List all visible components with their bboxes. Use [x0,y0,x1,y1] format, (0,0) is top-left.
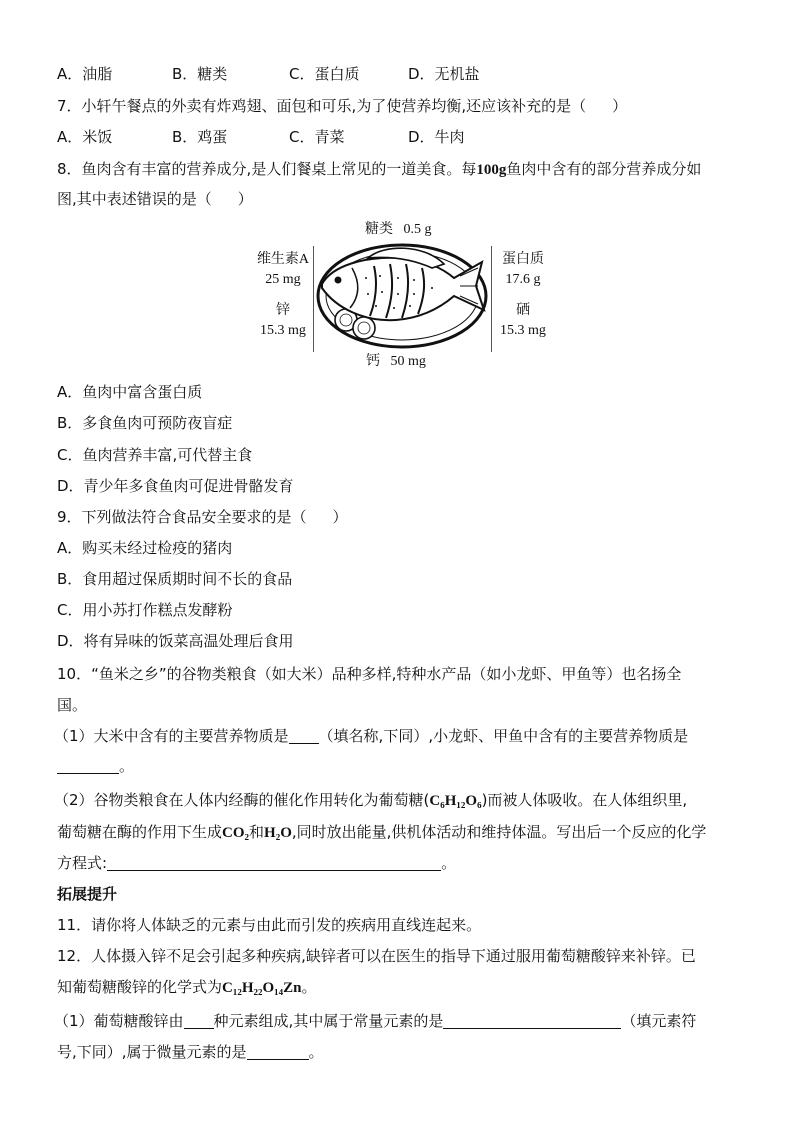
fish-illustration [314,238,494,352]
q12-blank-element-count[interactable] [184,1012,214,1029]
q9-stem [57,507,348,527]
q12-stem-text: 知葡萄糖酸锌的化学式为 [57,978,223,996]
q10-part2-text-b: )而被人体吸收。在人体组织里, [481,791,688,809]
q10-part2-text-c: 葡萄糖在酶的作用下生成 [57,823,223,841]
q9-stem-text: 9．下列做法符合食品安全要求的是（ [57,508,307,526]
q10-co2-formula: CO₂ [222,825,250,841]
q7-stem [57,96,627,116]
q10-part2-text-a: （2）谷物类粮食在人体内经酶的催化作用转化为葡萄糖( [54,791,430,809]
q9-option-d[interactable]: D．将有异味的饭菜高温处理后食用 [57,632,294,650]
q10-part2-line2 [57,822,706,843]
q6-option-a[interactable]: A．油脂 [57,65,113,83]
label-protein-value: 17.6 g [505,272,541,287]
q12-part1-line2 [57,1042,324,1062]
label-sugar [365,220,432,240]
q10-part1-line2 [57,756,134,776]
label-sugar-name: 糖类 [365,222,393,237]
label-zinc-value: 15.3 mg [260,323,306,338]
label-calcium-value: 50 mg [390,354,426,369]
q10-part2-end: 。 [441,854,457,872]
q10-part1-text-b: （填名称,下同）,小龙虾、甲鱼中含有的主要营养物质是 [318,727,689,745]
q10-part2 [54,790,687,811]
label-vitamin-a-name: 维生素A [256,252,310,267]
q12-blank-macro-elements[interactable] [443,1012,621,1029]
q10-equation-label: 方程式: [57,854,108,872]
q8-stem-text-b: 鱼肉中含有的部分营养成分如 [506,160,702,178]
q8-option-a[interactable]: A．鱼肉中富含蛋白质 [57,383,203,401]
q7-option-b[interactable]: B．鸡蛋 [172,128,228,146]
q6-option-c[interactable]: C．蛋白质 [289,65,360,83]
q12-blank-trace-elements[interactable] [247,1043,309,1060]
q10-part1-end: 。 [119,757,135,775]
q12-part1-text-d: 号,下同）,属于微量元素的是 [57,1043,247,1061]
q8-stem-line2 [57,189,253,209]
q8-stem-text-a: 8．鱼肉含有丰富的营养成分,是人们餐桌上常见的一道美食。每 [57,160,477,178]
label-sugar-value: 0.5 g [403,222,432,237]
label-selenium-value: 15.3 mg [500,323,546,338]
q9-option-c[interactable]: C．用小苏打作糕点发酵粉 [57,601,233,619]
q10-blank-crayfish-nutrient[interactable] [57,757,119,774]
q12-part1-text-b: 种元素组成,其中属于常量元素的是 [213,1012,444,1030]
q12-stem-line1: 12．人体摄入锌不足会引起多种疾病,缺锌者可以在医生的指导下通过服用葡萄糖酸锌来补锌。已 [57,947,696,965]
label-vitamin-a-value: 25 mg [265,272,301,287]
q12-part1-text-c: （填元素符 [621,1012,697,1030]
q7-option-d[interactable]: D．牛肉 [408,128,465,146]
q8-mass: 100g [476,162,507,178]
q7-option-a[interactable]: A．米饭 [57,128,113,146]
q9-stem-close: ） [332,508,348,526]
q10-stem-line1: 10．“鱼米之乡”的谷物类粮食（如大米）品种多样,特种水产品（如小龙虾、甲鱼等）也名扬全 [57,665,682,683]
q10-h2o-formula: H₂O [264,825,292,841]
q12-stem-line2 [57,977,317,998]
q8-stem-text-c: 图,其中表述错误的是（ [57,190,212,208]
label-calcium-name: 钙 [366,354,380,369]
q8-stem-line1 [57,159,701,180]
q9-option-b[interactable]: B．食用超过保质期时间不长的食品 [57,570,293,588]
label-zinc-name: 锌 [276,303,290,318]
q12-stem-end: 。 [301,978,317,996]
q10-blank-rice-nutrient[interactable] [289,727,319,744]
q8-option-c[interactable]: C．鱼肉营养丰富,可代替主食 [57,446,253,464]
q10-part2-text-d: ,同时放出能量,供机体活动和维持体温。写出后一个反应的化学 [291,823,707,841]
q8-stem-close: ） [237,190,253,208]
label-calcium [366,352,426,372]
q10-blank-equation[interactable] [107,854,441,871]
q10-part1 [54,726,688,746]
q8-option-b[interactable]: B．多食鱼肉可预防夜盲症 [57,414,233,432]
label-protein-name: 蛋白质 [502,252,544,267]
q12-part1-end: 。 [308,1043,324,1061]
q10-glucose-formula: C₆H₁₂O₆ [429,793,482,809]
q7-stem-text: 7．小轩午餐点的外卖有炸鸡翅、面包和可乐,为了使营养均衡,还应该补充的是（ [57,97,587,115]
section-title: 拓展提升 [57,885,118,903]
q12-zinc-gluconate-formula: C₁₂H₂₂O₁₄Zn [222,980,302,996]
q10-part1-text-a: （1）大米中含有的主要营养物质是 [54,727,289,745]
q8-option-d[interactable]: D．青少年多食鱼肉可促进骨骼发育 [57,477,294,495]
q9-option-a[interactable]: A．购买未经过检疫的猪肉 [57,539,233,557]
q10-part2-line3 [57,853,456,873]
q10-stem-line2: 国。 [57,696,88,714]
q6-option-b[interactable]: B．糖类 [172,65,228,83]
q6-option-d[interactable]: D．无机盐 [408,65,480,83]
label-selenium-name: 硒 [516,303,530,318]
q11-stem: 11．请你将人体缺乏的元素与由此而引发的疾病用直线连起来。 [57,916,482,934]
q10-and: 和 [249,823,265,841]
q7-option-c[interactable]: C．青菜 [289,128,345,146]
q7-stem-close: ） [612,97,628,115]
q12-part1-text-a: （1）葡萄糖酸锌由 [54,1012,184,1030]
q12-part1 [54,1011,696,1031]
